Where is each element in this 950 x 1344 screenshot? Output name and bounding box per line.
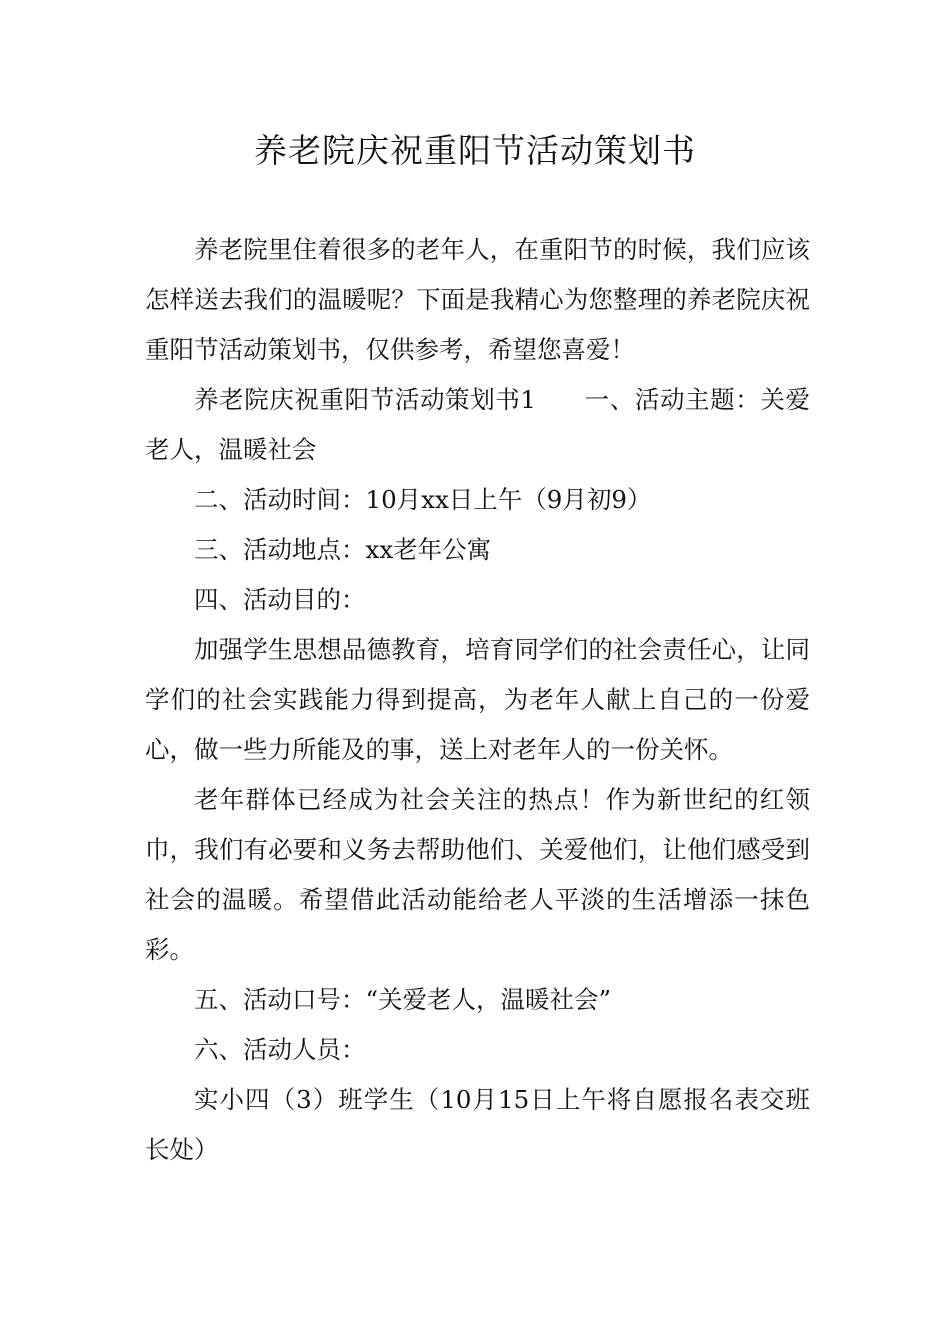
document-body [145,225,810,1175]
section-paragraph [145,375,810,475]
intro-paragraph: 养老院里住着很多的老年人，在重阳节的时候，我们应该怎样送去我们的温暖呢？下面是我精心为您整理的养老院庆祝重阳节活动策划书，仅供参考，希望您喜爱！ [145,235,810,364]
purpose-paragraph-1: 加强学生思想品德教育，培育同学们的社会责任心，让同学们的社会实践能力得到提高，为老年人献上自己的一份爱心，做一些力所能及的事，送上对老年人的一份关怀。 [145,635,810,764]
document-title: 养老院庆祝重阳节活动策划书 [254,131,696,170]
activity-time: 二、活动时间：10月xx日上午（9月初9） [194,485,652,514]
people-paragraph: 实小四（3）班学生（10月15日上午将自愿报名表交班长处） [145,1085,810,1164]
purpose-heading: 四、活动目的： [194,585,366,614]
people-heading: 六、活动人员： [194,1035,366,1064]
section-heading: 养老院庆祝重阳节活动策划书1 [194,385,537,414]
activity-place: 三、活动地点：xx老年公寓 [194,535,492,564]
purpose-paragraph-2: 老年群体已经成为社会关注的热点！作为新世纪的红领巾，我们有必要和义务去帮助他们、关爱他们，让他们感受到社会的温暖。希望借此活动能给老人平淡的生活增添一抹色彩。 [145,785,810,964]
activity-slogan: 五、活动口号：“关爱老人，温暖社会” [194,985,612,1014]
activity-theme: 一、活动主题：关爱老人，温暖社会 [145,385,810,464]
